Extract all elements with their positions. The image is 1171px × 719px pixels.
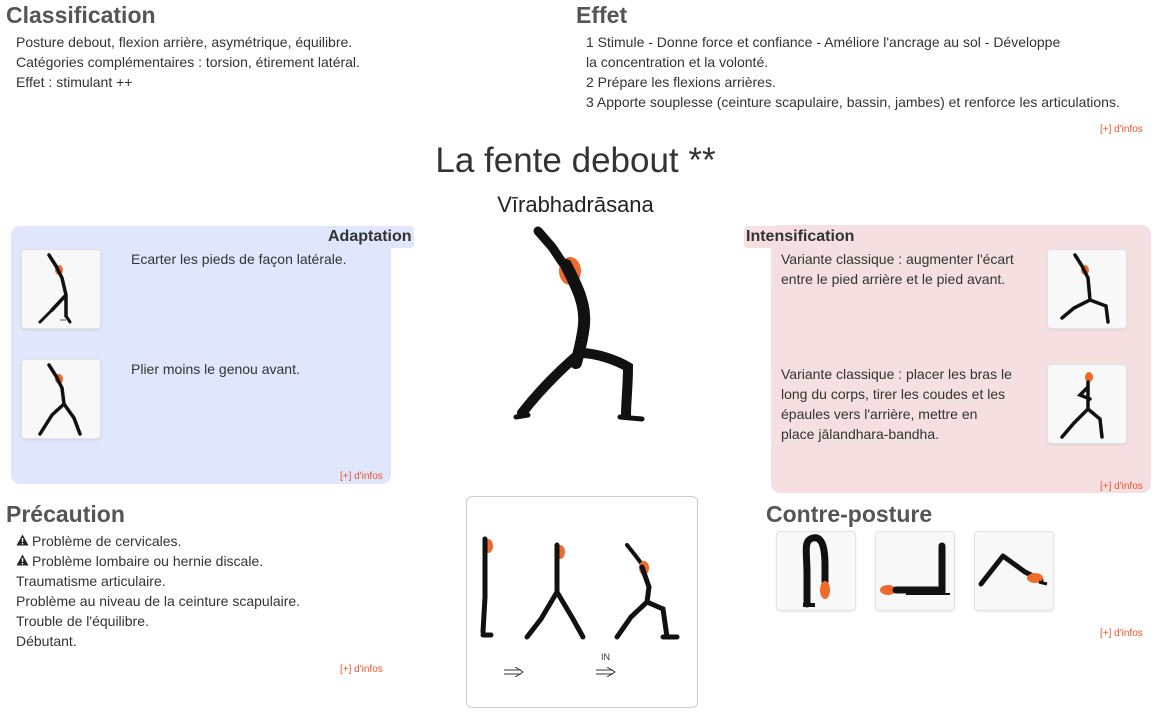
adaptation-more-link[interactable]: [+] d'infos — [340, 471, 383, 482]
classification-text — [16, 32, 360, 92]
downward-dog-icon — [975, 532, 1053, 610]
adaptation-title: Adaptation — [326, 226, 414, 248]
intensification-thumb-1[interactable] — [1047, 249, 1127, 329]
arrow-step-icon — [595, 667, 617, 677]
effet-text — [586, 32, 1120, 112]
precaution-item: Trouble de l'équilibre. — [16, 613, 149, 629]
warrior-soft-knee-icon — [22, 360, 100, 438]
contre-posture-title: Contre-posture — [766, 501, 933, 527]
contre-posture-thumb-1[interactable] — [776, 531, 856, 611]
sequence-box — [466, 496, 698, 708]
head-icon — [1085, 372, 1093, 382]
pose-sanskrit-name: Vīrabhadrāsana — [497, 192, 654, 217]
pose-title: La fente debout ** — [435, 141, 716, 180]
legs-up-icon — [876, 532, 954, 610]
precaution-item-text: Problème de cervicales. — [32, 533, 182, 549]
intensification-line: Variante classique : augmenter l'écart — [781, 251, 1014, 267]
classification-line: Catégories complémentaires : torsion, étirement latéral. — [16, 54, 360, 70]
precaution-item — [16, 531, 300, 551]
adaptation-thumb-2[interactable] — [21, 359, 101, 439]
warning-triangle-icon — [16, 551, 29, 571]
intensification-line: long du corps, tirer les coudes et les — [781, 386, 1006, 402]
adaptation-text-1: Ecarter les pieds de façon latérale. — [131, 251, 347, 267]
precaution-more-link[interactable]: [+] d'infos — [340, 664, 383, 675]
intensification-line: entre le pied arrière et le pied avant. — [781, 271, 1006, 287]
intensification-text-2 — [781, 364, 1012, 444]
precaution-item: Problème au niveau de la ceinture scapulaire. — [16, 593, 301, 609]
precaution-item-text: Problème lombaire ou hernie discale. — [32, 553, 264, 569]
warrior-wide-feet-icon — [22, 250, 100, 328]
effet-line: la concentration et la volonté. — [586, 54, 769, 70]
contre-posture-thumb-2[interactable] — [875, 531, 955, 611]
main-pose-figure — [500, 225, 670, 425]
pose-sequence-illustration — [467, 497, 697, 707]
adaptation-thumb-1[interactable] — [21, 249, 101, 329]
forward-fold-icon — [777, 532, 855, 610]
intensification-title: Intensification — [744, 226, 856, 248]
effet-line: 2 Prépare les flexions arrières. — [586, 74, 776, 90]
warrior-long-stance-icon — [1048, 250, 1126, 328]
effet-line: 3 Apporte souplesse (ceinture scapulaire, bassin, jambes) et renforce les articulations. — [586, 94, 1120, 110]
classification-title: Classification — [6, 2, 156, 28]
effet-more-link[interactable]: [+] d'infos — [1100, 124, 1143, 135]
intensification-line: place jālandhara-bandha. — [781, 426, 940, 442]
warrior-arms-down-icon — [1048, 365, 1126, 443]
precaution-item — [16, 551, 300, 571]
intensification-more-link[interactable]: [+] d'infos — [1100, 481, 1143, 492]
effet-line: 1 Stimule - Donne force et confiance - Améliore l'ancrage au sol - Développe — [586, 34, 1061, 50]
precaution-list — [16, 531, 300, 651]
precaution-item: Débutant. — [16, 633, 77, 649]
intensification-line: Variante classique : placer les bras le — [781, 366, 1012, 382]
precaution-item: Traumatisme articulaire. — [16, 573, 166, 589]
intensification-line: épaules vers l'arrière, mettre en — [781, 406, 978, 422]
arrow-step-icon — [503, 667, 525, 677]
classification-line: Effet : stimulant ++ — [16, 74, 133, 90]
intensification-thumb-2[interactable] — [1047, 364, 1127, 444]
adaptation-text-2: Plier moins le genou avant. — [131, 361, 300, 377]
precaution-title: Précaution — [6, 501, 125, 527]
breath-label: IN — [601, 652, 610, 662]
intensification-text-1 — [781, 249, 1014, 289]
effet-title: Effet — [576, 2, 628, 28]
warning-triangle-icon — [16, 531, 29, 551]
classification-line: Posture debout, flexion arrière, asymétrique, équilibre. — [16, 34, 353, 50]
head-icon — [820, 581, 830, 599]
contre-posture-more-link[interactable]: [+] d'infos — [1100, 628, 1143, 639]
contre-posture-thumb-3[interactable] — [974, 531, 1054, 611]
